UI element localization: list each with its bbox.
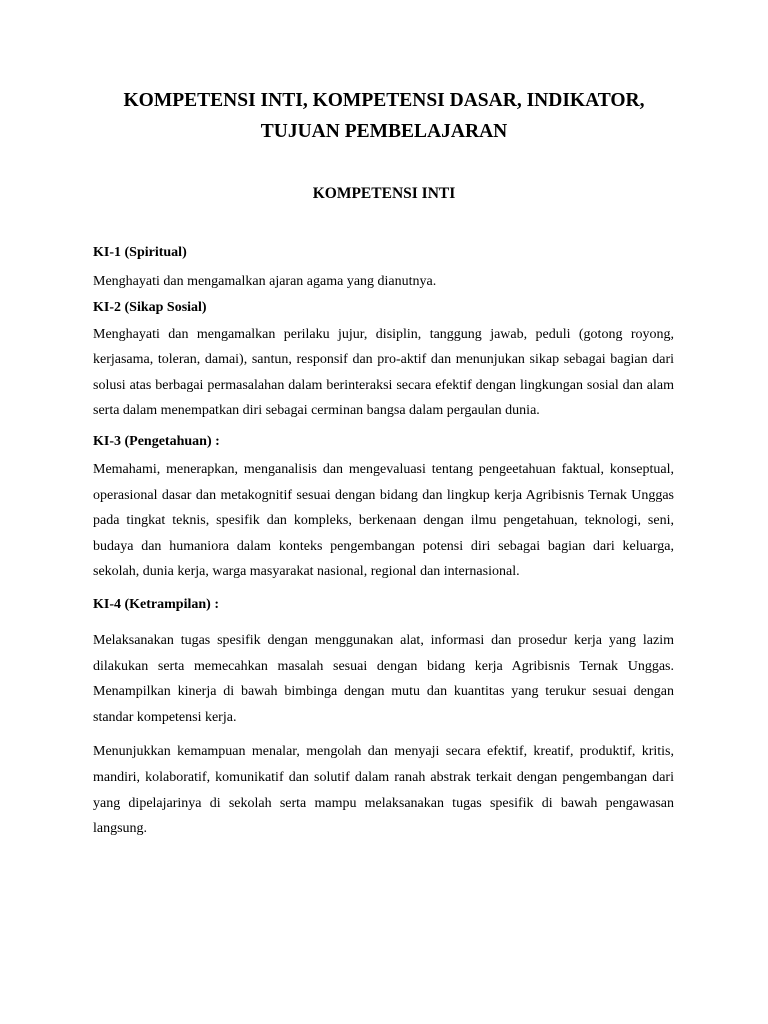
section-heading-kompetensi-inti: KOMPETENSI INTI [312, 185, 456, 202]
ki-3-paragraph: Memahami, menerapkan, menganalisis dan mengevaluasi tentang pengeetahuan faktual, konseptual, operasional dasar dan metakognitif sesuai dengan bidang dan lingkup kerja Agribisnis Ternak Unggas pada tingkat teknis, spesifik dan kompleks, berkenaan dengan ilmu pengetahuan, teknologi, seni, budaya dan humaniora dalam konteks pengembangan potensi diri sebagai bagian dari keluarga, sekolah, dunia kerja, warga masyarakat nasional, regional dan internasional. [93, 461, 674, 580]
ki-1-heading: KI-1 (Spiritual) [93, 245, 187, 260]
document-title-line-2: TUJUAN PEMBELAJARAN [260, 121, 508, 142]
ki-4-paragraph-2: Menunjukkan kemampuan menalar, mengolah dan menyaji secara efektif, kreatif, produktif, kritis, mandiri, kolaboratif, komunikatif dan solutif dalam ranah abstrak terkait dengan pengembangan dari yang dipelajarinya di sekolah serta mampu melaksanakan tugas spesifik di bawah pengawasan langsung. [93, 744, 674, 837]
document-body [93, 243, 674, 842]
ki-3-heading: KI-3 (Pengetahuan) : [93, 433, 220, 449]
document-title-line-1: KOMPETENSI INTI, KOMPETENSI DASAR, INDIKATOR, [123, 90, 645, 111]
ki-2-heading: KI-2 (Sikap Sosial) [93, 299, 207, 315]
ki-2-paragraph: Menghayati dan mengamalkan perilaku jujur, disiplin, tanggung jawab, peduli (gotong royong, kerjasama, toleran, damai), santun, responsif dan pro-aktif dan menunjukan sikap sebagai bagian dari solusi atas berbagai permasalahan dalam berinteraksi secara efektif dengan lingkungan sosial dan alam serta dalam menempatkan diri sebagai cerminan bangsa dalam pergaulan dunia. [93, 326, 674, 419]
ki-1-paragraph: Menghayati dan mengamalkan ajaran agama yang dianutnya. [93, 274, 437, 289]
ki-4-heading: KI-4 (Ketrampilan) : [93, 596, 219, 612]
ki-4-paragraph-1: Melaksanakan tugas spesifik dengan menggunakan alat, informasi dan prosedur kerja yang lazim dilakukan serta memecahkan masalah sesuai dengan bidang kerja Agribisnis Ternak Unggas. Menampilkan kinerja di bawah bimbinga dengan mutu dan kuantitas yang terukur sesuai dengan standar kompetensi kerja. [93, 632, 674, 725]
